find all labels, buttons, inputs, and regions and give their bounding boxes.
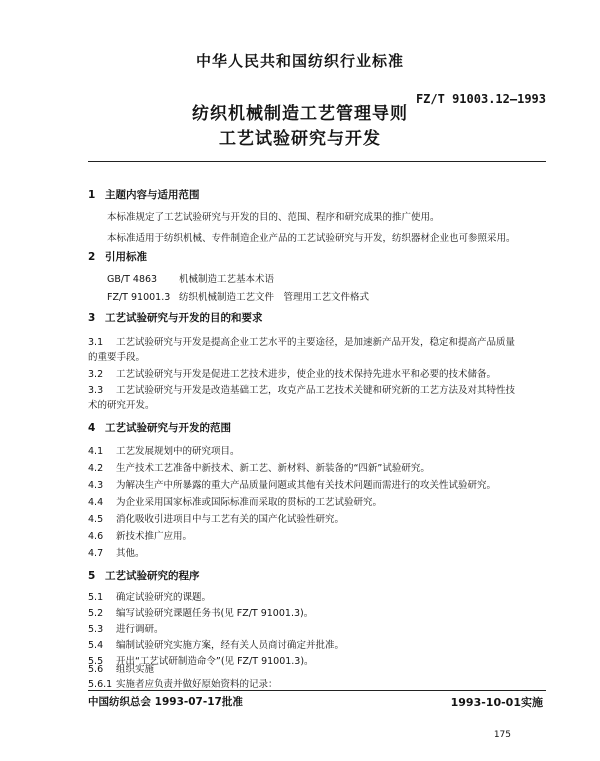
- reference-name: 机械制造工艺基本术语: [179, 274, 275, 285]
- item-number: 5.3: [88, 624, 104, 635]
- section-title: 工艺试验研究与开发的范围: [105, 422, 231, 434]
- list-item: [88, 334, 515, 348]
- list-item: [88, 661, 154, 675]
- item-text: 新技术推广应用。: [116, 531, 193, 542]
- reference-item: [107, 289, 369, 303]
- list-item: [88, 545, 145, 559]
- item-number: 4.1: [88, 446, 104, 457]
- reference-name: 纺织机械制造工艺文件 管理用工艺文件格式: [179, 292, 370, 303]
- section-title: 工艺试验研究的程序: [105, 570, 200, 582]
- item-number: 4.2: [88, 463, 104, 474]
- section-1-heading: [88, 187, 200, 202]
- item-number: 4.3: [88, 480, 104, 491]
- list-item: [88, 528, 192, 542]
- section-5-heading: [88, 568, 200, 583]
- item-number: 4.4: [88, 497, 104, 508]
- document-subtitle: 工艺试验研究与开发: [219, 129, 381, 149]
- issuing-organization: 中华人民共和国纺织行业标准: [195, 52, 404, 70]
- item-text: 工艺发展规划中的研究项目。: [116, 446, 240, 457]
- item-number: 5.2: [88, 608, 104, 619]
- item-number: 3.3: [88, 385, 104, 396]
- reference-item: [107, 271, 274, 285]
- item-number: 5.6.1: [88, 679, 113, 690]
- item-text: 实施者应负责并做好原始资料的记录：: [116, 679, 278, 690]
- item-text: 进行调研。: [116, 624, 164, 635]
- list-item: [88, 382, 515, 396]
- list-item: [88, 366, 496, 380]
- item-number: 5.5: [88, 656, 104, 667]
- footer-divider: [88, 690, 546, 691]
- header-divider: [88, 161, 546, 162]
- item-text: 编制试验研究实施方案，经有关人员商讨确定并批准。: [116, 640, 345, 651]
- section-title: 引用标准: [105, 251, 147, 263]
- section-title: 工艺试验研究与开发的目的和要求: [105, 312, 263, 324]
- item-number: 4.6: [88, 531, 104, 542]
- section-number: 5: [88, 570, 96, 582]
- paragraph: 本标准规定了工艺试验研究与开发的目的、范围、程序和研究成果的推广使用。: [107, 212, 440, 223]
- item-continuation: 术的研究开发。: [88, 400, 155, 411]
- item-number: 5.1: [88, 592, 104, 603]
- item-number: 4.5: [88, 514, 104, 525]
- list-item: [88, 637, 344, 651]
- item-number: 3.1: [88, 337, 104, 348]
- document-title: 纺织机械制造工艺管理导则: [192, 104, 408, 124]
- list-item: [88, 605, 313, 619]
- list-item: [88, 621, 164, 635]
- item-text: 工艺试验研究与开发是促进工艺技术进步，使企业的技术保持先进水平和必要的技术储备。: [116, 369, 497, 380]
- section-3-heading: [88, 310, 263, 325]
- list-item: [88, 589, 211, 603]
- item-text: 工艺试验研究与开发是提高企业工艺水平的主要途径，是加速新产品开发，稳定和提高产品质量: [116, 337, 516, 348]
- item-text: 消化吸收引进项目中与工艺有关的国产化试验性研究。: [116, 514, 345, 525]
- section-number: 3: [88, 312, 96, 324]
- item-text: 组织实施: [116, 664, 155, 675]
- section-4-heading: [88, 420, 231, 435]
- item-text: 开出“工艺试研制造命令”(见 FZ/T 91001.3)。: [116, 656, 314, 667]
- reference-code: FZ/T 91001.3: [107, 292, 171, 303]
- item-text: 生产技术工艺准备中新技术、新工艺、新材料、新装备的“四新”试验研究。: [116, 463, 430, 474]
- list-item: [88, 494, 382, 508]
- reference-code: GB/T 4863: [107, 274, 158, 285]
- section-number: 2: [88, 251, 96, 263]
- item-text: 编写试验研究课题任务书(见 FZ/T 91001.3)。: [116, 608, 314, 619]
- item-number: 5.4: [88, 640, 104, 651]
- page-number: 175: [493, 730, 511, 740]
- list-item: [88, 443, 240, 457]
- section-number: 4: [88, 422, 96, 434]
- section-2-heading: [88, 249, 147, 264]
- item-number: 5.6: [88, 664, 104, 675]
- list-item: [88, 460, 430, 474]
- item-text: 为解决生产中所暴露的重大产品质量问题或其他有关技术问题而需进行的攻关性试验研究。: [116, 480, 497, 491]
- section-title: 主题内容与适用范围: [105, 189, 200, 201]
- implementation-date: 1993-10-01实施: [450, 696, 543, 709]
- approval-info: 中国纺织总会 1993-07-17批准: [88, 696, 243, 708]
- item-text: 为企业采用国家标准或国际标准而采取的贯标的工艺试验研究。: [116, 497, 383, 508]
- list-item: [88, 477, 496, 491]
- item-number: 3.2: [88, 369, 104, 380]
- list-item: [88, 676, 278, 690]
- item-text: 确定试验研究的课题。: [116, 592, 212, 603]
- section-number: 1: [88, 189, 96, 201]
- item-text: 其他。: [116, 548, 145, 559]
- paragraph: 本标准适用于纺织机械、专件制造企业产品的工艺试验研究与开发，纺织器材企业也可参照采用。: [107, 233, 516, 244]
- item-text: 工艺试验研究与开发是改造基础工艺，攻克产品工艺技术关键和研究新的工艺方法及对其特性技: [116, 385, 516, 396]
- list-item: [88, 511, 344, 525]
- item-continuation: 的重要手段。: [88, 352, 146, 363]
- standard-code: FZ/T 91003.12—1993: [415, 92, 546, 106]
- item-number: 4.7: [88, 548, 104, 559]
